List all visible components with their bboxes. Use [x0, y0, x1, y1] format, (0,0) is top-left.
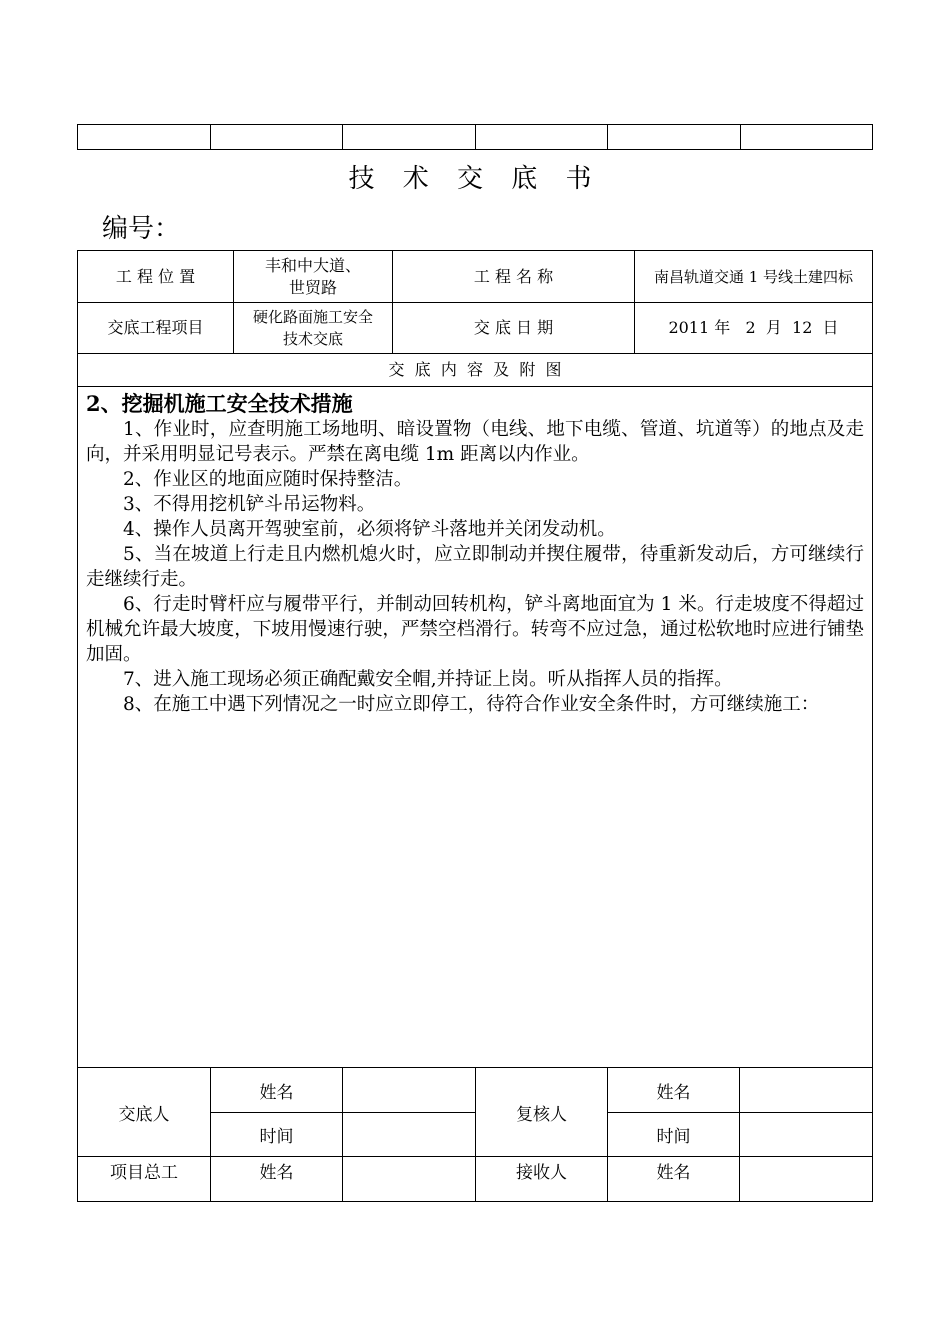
disclosure-date-label: 交 底 日 期 [473, 318, 554, 337]
discloser-time-label: 时间 [259, 1127, 294, 1147]
content-item: 7、进入施工现场必须正确配戴安全帽,并持证上岗。听从指挥人员的指挥。 [123, 669, 733, 690]
reviewer-time-label: 时间 [656, 1127, 691, 1147]
chief-engineer-label: 项目总工 [110, 1162, 178, 1183]
discloser-label: 交底人 [118, 1104, 170, 1125]
document-title: 技 术 交 底 书 [348, 164, 602, 194]
reviewer-label: 复核人 [516, 1104, 567, 1125]
discloser-time-field[interactable] [343, 1113, 475, 1156]
content-item: 6、行走时臂杆应与履带平行，并制动回转机构，铲斗离地面宜为 1 米。行走坡度不得超过机械允许最大坡度，下坡用慢速行驶，严禁空档滑行。转弯不应过急，通过松软地时应进行铺垫加固。 [86, 594, 864, 665]
header-grid-row [77, 124, 873, 150]
content-item: 3、不得用挖机铲斗吊运物料。 [123, 494, 376, 515]
reviewer-name-field[interactable] [740, 1068, 872, 1112]
location-value [234, 251, 392, 302]
item-value-line1: 硬化路面施工安全 [252, 308, 373, 326]
disclosure-date-value: 2011 年 2 月 12 日 [668, 318, 839, 337]
header-grid-cell [78, 125, 211, 149]
reviewer-name-label: 姓名 [656, 1082, 691, 1103]
location-value-line1: 丰和中大道、 [264, 255, 361, 275]
content-item: 2、作业区的地面应随时保持整洁。 [123, 469, 413, 490]
reviewer-time-field[interactable] [740, 1113, 872, 1156]
chief-engineer-name-label: 姓名 [259, 1162, 294, 1183]
header-grid-cell [741, 125, 873, 149]
discloser-name-field[interactable] [343, 1068, 475, 1112]
location-label: 工 程 位 置 [115, 266, 196, 286]
content-heading: 2、挖掘机施工安全技术措施 [86, 391, 353, 416]
project-name-value: 南昌轨道交通 1 号线土建四标 [653, 267, 854, 286]
content-item: 1、作业时，应查明施工场地明、暗设置物（电线、地下电缆、管道、坑道等）的地点及走向，并采用明显记号表示。严禁在离电缆 1m 距离以内作业。 [86, 419, 864, 465]
discloser-name-label: 姓名 [259, 1082, 294, 1103]
header-grid-cell [608, 125, 741, 149]
receiver-name-field[interactable] [740, 1157, 872, 1201]
content-section-header: 交 底 内 容 及 附 图 [388, 360, 562, 379]
disclosure-item-value [234, 303, 392, 353]
content-item: 8、在施工中遇下列情况之一时应立即停工，待符合作业安全条件时，方可继续施工： [123, 694, 820, 715]
location-value-line2: 世贸路 [288, 277, 337, 297]
chief-engineer-name-field[interactable] [343, 1157, 475, 1201]
project-name-label: 工 程 名 称 [473, 266, 554, 286]
document-code-label: 编号： [102, 214, 181, 244]
header-grid-cell [476, 125, 609, 149]
disclosure-form [77, 250, 873, 1202]
receiver-name-label: 姓名 [656, 1162, 691, 1183]
disclosure-content [86, 391, 864, 717]
header-grid-cell [343, 125, 476, 149]
receiver-label: 接收人 [516, 1162, 567, 1183]
disclosure-item-label: 交底工程项目 [107, 318, 204, 337]
content-item: 4、操作人员离开驾驶室前，必须将铲斗落地并关闭发动机。 [123, 519, 616, 540]
header-grid-cell [211, 125, 344, 149]
item-value-line2: 技术交底 [282, 330, 343, 348]
content-item: 5、当在坡道上行走且内燃机熄火时，应立即制动并揳住履带，待重新发动后，方可继续行走继续行走。 [86, 544, 864, 590]
